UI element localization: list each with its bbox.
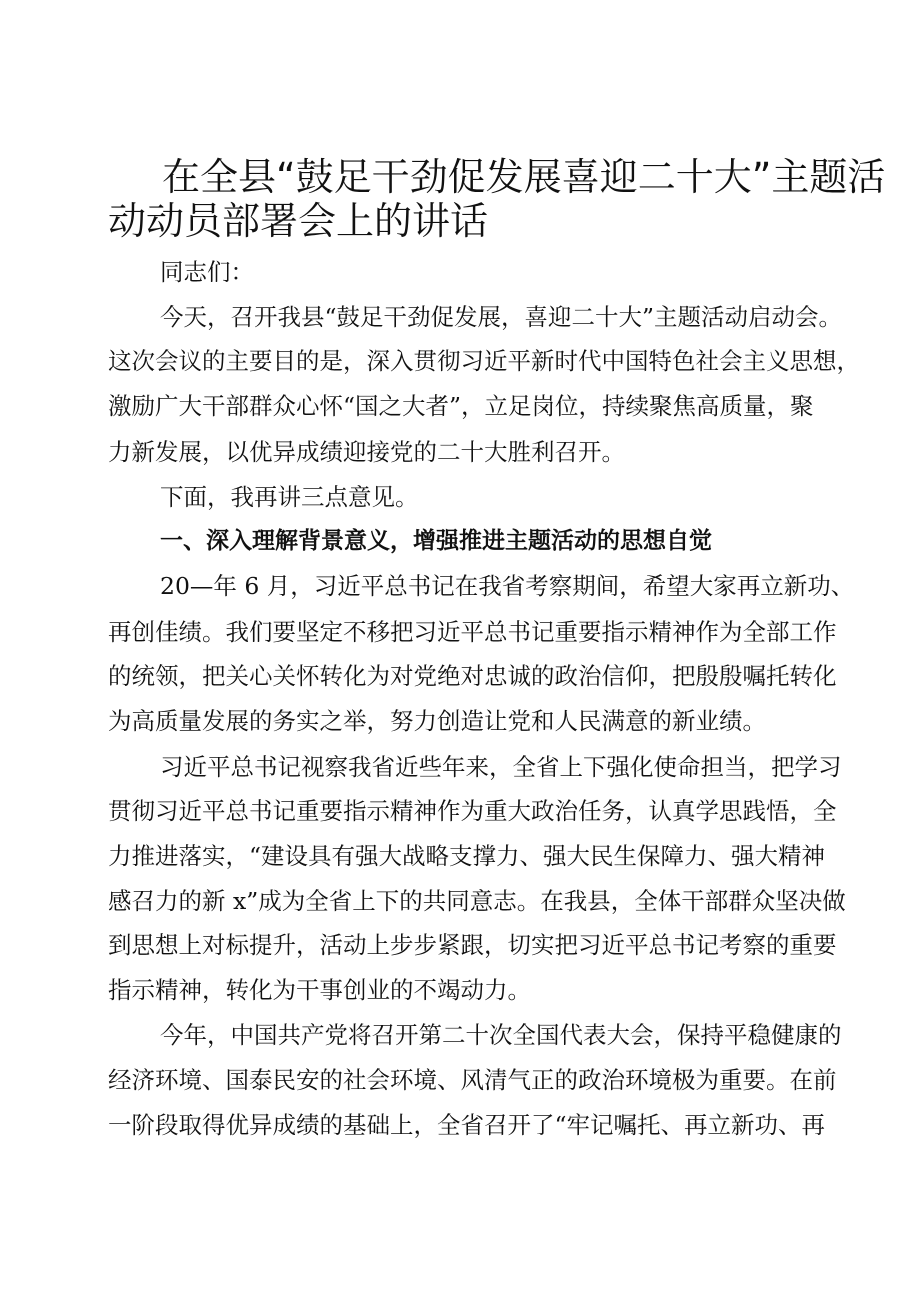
section-1-paragraph-2-line-5: 到思想上对标提升，活动上步步紧跟，切实把习近平总书记考察的重要 [108,931,837,959]
section-1-paragraph-2-line-3: 力推进落实，“建设具有强大战略支撑力、强大民生保障力、强大精神 [108,842,826,870]
section-1-paragraph-2-line-6: 指示精神，转化为干事创业的不竭动力。 [108,976,531,1004]
title-line-1: 在全县“鼓足干劲促发展喜迎二十大”主题活 [162,155,886,199]
paragraph-1-line-3: 激励广大干部群众心怀“国之大者”，立足岗位，持续聚焦高质量，聚 [108,392,814,420]
section-1-paragraph-3-line-2: 经济环境、国泰民安的社会环境、风清气正的政治环境极为重要。在前 [108,1066,837,1094]
section-1-paragraph-3-line-3: 一阶段取得优异成绩的基础上，全省召开了“牢记嘱托、再立新功、再 [108,1111,826,1139]
section-1-paragraph-1-line-2: 再创佳绩。我们要坚定不移把习近平总书记重要指示精神作为全部工作 [108,618,837,646]
salutation: 同志们： [160,258,254,286]
section-1-heading: 一、深入理解背景意义，增强推进主题活动的思想自觉 [160,528,712,554]
paragraph-1-line-1: 今天，召开我县“鼓足干劲促发展，喜迎二十大”主题活动启动会。 [160,303,843,331]
paragraph-1-line-2: 这次会议的主要目的是，深入贯彻习近平新时代中国特色社会主义思想， [108,347,860,375]
section-1-paragraph-1-line-3: 的统领，把关心关怀转化为对党绝对忠诚的政治信仰，把殷殷嘱托转化 [108,662,837,690]
section-1-paragraph-3-line-1: 今年，中国共产党将召开第二十次全国代表大会，保持平稳健康的 [160,1021,842,1049]
section-1-paragraph-2-line-1: 习近平总书记视察我省近些年来，全省上下强化使命担当，把学习 [160,753,842,781]
title-line-2: 动动员部署会上的讲话 [108,199,489,243]
section-1-paragraph-2-line-2: 贯彻习近平总书记重要指示精神作为重大政治任务，认真学思践悟，全 [108,797,837,825]
paragraph-2-line-1: 下面，我再讲三点意见。 [160,483,419,511]
paragraph-1-line-4: 力新发展，以优异成绩迎接党的二十大胜利召开。 [108,438,625,466]
section-1-paragraph-2-line-4: 感召力的新 x”成为全省上下的共同意志。在我县，全体干部群众坚决做 [108,887,846,915]
section-1-paragraph-1-line-1: 20—年 6 月，习近平总书记在我省考察期间，希望大家再立新功、 [160,572,855,600]
section-1-paragraph-1-line-4: 为高质量发展的务实之举，努力创造让党和人民满意的新业绩。 [108,707,766,735]
